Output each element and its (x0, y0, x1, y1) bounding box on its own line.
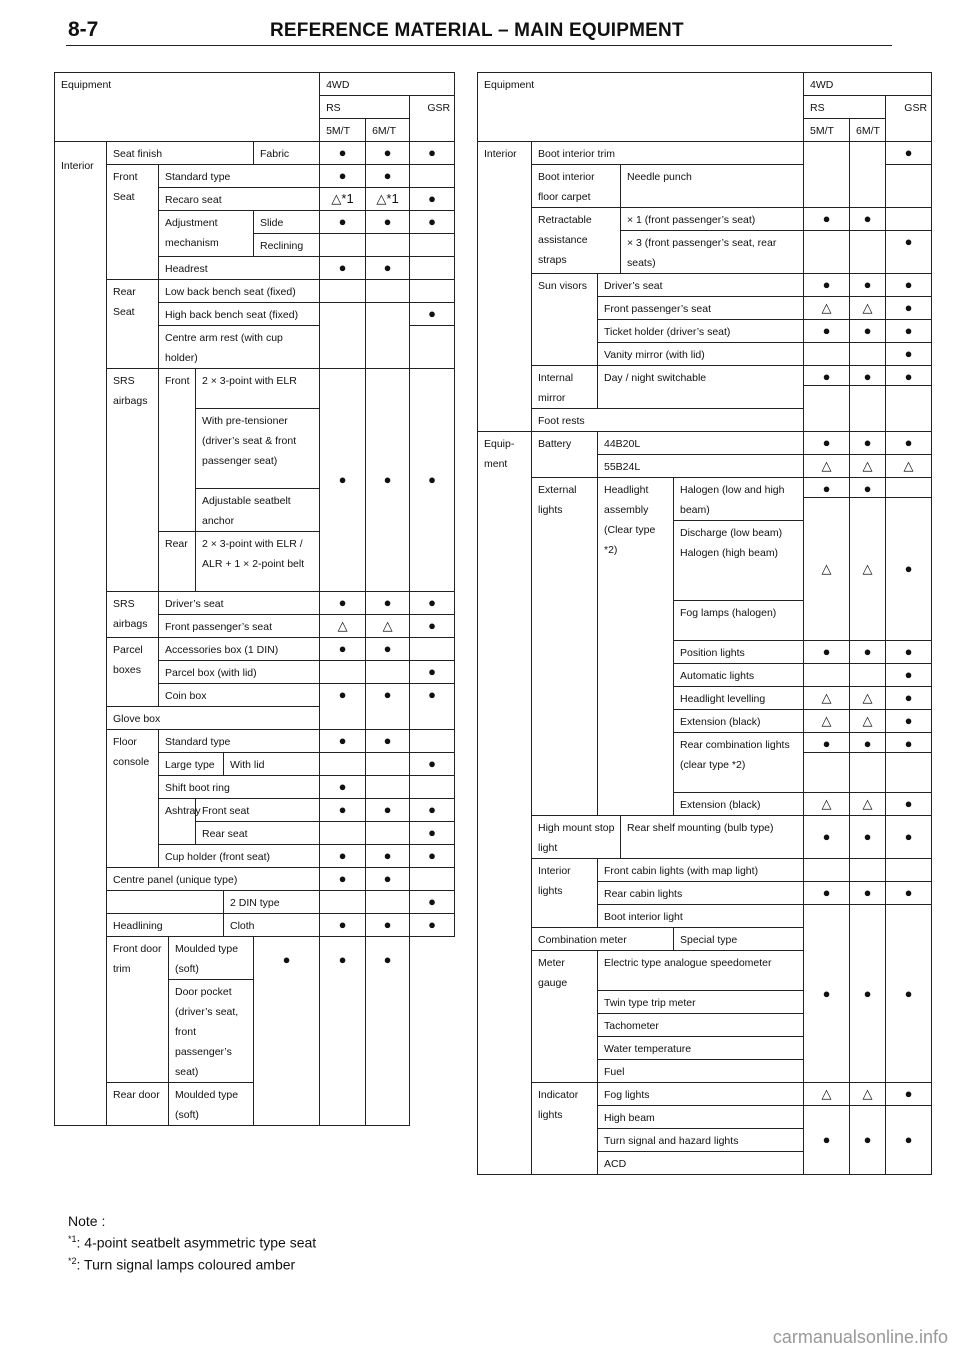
mark: ● (320, 868, 366, 891)
front-seat-group: Front Seat (107, 165, 159, 280)
mark: ● (886, 1106, 932, 1175)
mark: ● (320, 142, 366, 165)
note-1 (68, 1230, 316, 1252)
row-reclining: Reclining (254, 234, 320, 257)
rs-header-r: RS (804, 96, 886, 119)
note-2 (68, 1252, 316, 1274)
equipment-header-r: Equipment (478, 73, 804, 142)
mark-opt: △ (320, 615, 366, 638)
mark: ● (804, 320, 850, 343)
row-front-cabin: Front cabin lights (with map light) (598, 859, 804, 882)
mark: ● (886, 231, 932, 274)
row-standard-type: Standard type (159, 165, 320, 188)
5mt-header: 5M/T (320, 119, 366, 142)
mark-opt: △ (886, 455, 932, 478)
mark: ● (850, 432, 886, 455)
row-door-pocket: Door pocket (driver’s seat, front passenger’s seat) (169, 980, 254, 1083)
ext-lights-group: External lights (532, 478, 598, 816)
title-rule (66, 45, 892, 46)
row-moulded-soft-rear: Moulded type (soft) (169, 1083, 254, 1126)
row-acd: ACD (598, 1152, 804, 1175)
rear-seat-group: Rear Seat (107, 280, 159, 369)
mark: ● (366, 937, 410, 1126)
mark: ● (886, 905, 932, 1083)
row-acc-box: Accessories box (1 DIN) (159, 638, 320, 661)
row-sv-driver: Driver’s seat (598, 274, 804, 297)
row-day-night: Day / night switchable (598, 366, 804, 409)
mark: ● (886, 793, 932, 816)
mark: ● (804, 816, 850, 859)
parcel-group: Parcel boxes (107, 638, 159, 707)
mark: ● (886, 687, 932, 710)
row-boot-light: Boot interior light (598, 905, 804, 928)
row-fuel: Fuel (598, 1060, 804, 1083)
mark: ● (320, 799, 366, 822)
row-front-pass-seat: Front passenger’s seat (159, 615, 320, 638)
mark: ● (410, 211, 455, 234)
mark: ● (804, 432, 850, 455)
row-high-beam: High beam (598, 1106, 804, 1129)
row-2din: 2 DIN type (224, 891, 320, 914)
mark-opt: △ (850, 793, 886, 816)
mark: ● (366, 914, 410, 937)
mark: ● (410, 661, 455, 684)
mark: ● (366, 142, 410, 165)
mark-opt: △ (804, 498, 850, 641)
row-combination-meter: Combination meter (532, 928, 674, 951)
row-levelling: Headlight levelling (674, 687, 804, 710)
row-low-back: Low back bench seat (fixed) (159, 280, 320, 303)
mark-opt: △ (850, 687, 886, 710)
srs-airbags-2-group: SRS airbags (107, 592, 159, 638)
row-cup-holder: Cup holder (front seat) (159, 845, 320, 868)
row-fc-standard: Standard type (159, 730, 320, 753)
mark: ● (886, 733, 932, 753)
row-needle: Needle punch (621, 165, 804, 208)
mark: ● (886, 366, 932, 386)
mark-opt: △ (804, 793, 850, 816)
row-slide: Slide (254, 211, 320, 234)
note-2-text: : Turn signal lamps coloured amber (76, 1256, 296, 1273)
row-rear-shelf: Rear shelf mounting (bulb type) (621, 816, 804, 859)
row-fabric: Fabric (254, 142, 320, 165)
mark: ● (366, 592, 410, 615)
mark: ● (410, 914, 455, 937)
row-large-type: Large type (159, 753, 224, 776)
row-water: Water temperature (598, 1037, 804, 1060)
mark-opt1: △*1 (320, 188, 366, 211)
mark: ● (366, 165, 410, 188)
mark: ● (804, 641, 850, 664)
headlight-assembly: Headlight assembly (Clear type *2) (598, 478, 674, 816)
row-high-back: High back bench seat (fixed) (159, 303, 320, 326)
mark: ● (410, 592, 455, 615)
mark-opt: △ (804, 1083, 850, 1106)
mark: ● (366, 799, 410, 822)
mark: ● (320, 937, 366, 1126)
mark-opt: △ (804, 687, 850, 710)
mark: ● (850, 274, 886, 297)
row-headlining: Headlining (107, 914, 224, 937)
mark: ● (320, 730, 366, 753)
mark: ● (366, 257, 410, 280)
mark: ● (886, 320, 932, 343)
mark: ● (850, 816, 886, 859)
gsr-header-r: GSR (886, 96, 932, 142)
mark: ● (320, 211, 366, 234)
row-with-lid: With lid (224, 753, 320, 776)
retractable-group: Retractable assistance straps (532, 208, 621, 274)
mark: ● (320, 914, 366, 937)
mark: ● (320, 165, 366, 188)
mark: ● (366, 369, 410, 592)
battery-group: Battery (532, 432, 598, 478)
row-glove-box: Glove box (107, 707, 320, 730)
row-drivers-seat: Driver’s seat (159, 592, 320, 615)
mark: ● (886, 710, 932, 733)
mark-opt: △ (804, 297, 850, 320)
row-cloth: Cloth (224, 914, 320, 937)
mark: ● (850, 208, 886, 231)
mark: ● (804, 208, 850, 231)
mark-opt: △ (804, 455, 850, 478)
note-2-mark: *2 (68, 1255, 77, 1266)
5mt-header-r: 5M/T (804, 119, 850, 142)
page-number: 8-7 (68, 18, 99, 41)
mark: ● (886, 641, 932, 664)
mark-opt1: △*1 (366, 188, 410, 211)
row-ashtray: Ashtray (159, 799, 196, 845)
mark: ● (886, 297, 932, 320)
row-44b20l: 44B20L (598, 432, 804, 455)
mark-opt: △ (366, 615, 410, 638)
row-fog-halogen: Fog lamps (halogen) (674, 601, 804, 641)
mark: ● (320, 776, 366, 799)
row-discharge: Discharge (low beam) Halogen (high beam) (674, 521, 804, 601)
row-halogen-low-high: Halogen (low and high beam) (674, 478, 804, 521)
row-ashtray-front: Front seat (196, 799, 320, 822)
mark: ● (410, 142, 455, 165)
mark: ● (804, 478, 850, 498)
mark: ● (886, 432, 932, 455)
fwd-header: 4WD (320, 73, 455, 96)
page-title: REFERENCE MATERIAL – MAIN EQUIPMENT (270, 20, 684, 41)
row-seat-finish: Seat finish (107, 142, 254, 165)
mark: ● (320, 369, 366, 592)
note-1-mark: *1 (68, 1234, 77, 1244)
row-coin-box: Coin box (159, 684, 320, 707)
mark: ● (886, 142, 932, 165)
srs-front: Front (159, 369, 196, 532)
floor-console-group: Floor console (107, 730, 159, 868)
row-turn-signal: Turn signal and hazard lights (598, 1129, 804, 1152)
row-pretensioner: With pre-tensioner (driver’s seat & front passenger seat) (196, 409, 320, 489)
watermark: carmanualsonline.info (772, 1327, 948, 1347)
mark: ● (850, 320, 886, 343)
srs-airbags-group: SRS airbags (107, 369, 159, 592)
row-centre-arm: Centre arm rest (with cup holder) (159, 326, 320, 369)
sun-visors-group: Sun visors (532, 274, 598, 366)
mark: ● (410, 822, 455, 845)
row-ticket: Ticket holder (driver’s seat) (598, 320, 804, 343)
mark: ● (366, 730, 410, 753)
mark: ● (804, 905, 850, 1083)
int-lights-group: Interior lights (532, 859, 598, 928)
mark: ● (366, 868, 410, 891)
mark-opt: △ (804, 710, 850, 733)
row-twin-trip: Twin type trip meter (598, 991, 804, 1014)
interior-group-r: Interior (478, 142, 532, 432)
mark: ● (410, 303, 455, 326)
mark: ● (366, 211, 410, 234)
mark: ● (320, 684, 366, 730)
mark: ● (366, 845, 410, 868)
srs-rear: Rear (159, 532, 196, 592)
row-55b24l: 55B24L (598, 455, 804, 478)
6mt-header-r: 6M/T (850, 119, 886, 142)
mark: ● (410, 684, 455, 730)
row-centre-panel: Centre panel (unique type) (107, 868, 320, 891)
mark: ● (366, 684, 410, 730)
row-x3: × 3 (front passenger’s seat, rear seats) (621, 231, 804, 274)
row-3pt-rear: 2 × 3-point with ELR / ALR + 1 × 2-point belt (196, 532, 320, 592)
mark: ● (410, 188, 455, 211)
row-fog-lights: Fog lights (598, 1083, 804, 1106)
row-x1: × 1 (front passenger’s seat) (621, 208, 804, 231)
mark: ● (320, 638, 366, 661)
row-parcel-box: Parcel box (with lid) (159, 661, 320, 684)
rear-door-group: Rear door (107, 1083, 169, 1126)
mark: ● (254, 937, 320, 1126)
mark: ● (410, 845, 455, 868)
row-rear-combo: Rear combination lights (clear type *2) (674, 733, 804, 793)
mark: ● (804, 733, 850, 753)
mark: ● (886, 1083, 932, 1106)
meter-gauge-group: Meter gauge (532, 951, 598, 1083)
mark: ● (804, 274, 850, 297)
row-speedo: Electric type analogue speedometer (598, 951, 804, 991)
right-equipment-table (477, 72, 932, 1175)
mark: ● (410, 615, 455, 638)
gsr-header: GSR (410, 96, 455, 142)
mark: ● (850, 733, 886, 753)
row-automatic: Automatic lights (674, 664, 804, 687)
row-adjustment: Adjustment mechanism (159, 211, 254, 257)
interior-group: Interior (55, 142, 107, 1126)
high-mount-group: High mount stop light (532, 816, 621, 859)
mark: ● (886, 498, 932, 641)
row-headrest: Headrest (159, 257, 320, 280)
row-recaro: Recaro seat (159, 188, 320, 211)
mark: ● (320, 845, 366, 868)
row-position: Position lights (674, 641, 804, 664)
fwd-header-r: 4WD (804, 73, 932, 96)
note-title: Note : (68, 1213, 106, 1229)
mark: ● (410, 753, 455, 776)
rs-header: RS (320, 96, 410, 119)
mark: ● (850, 366, 886, 386)
mark: ● (850, 882, 886, 905)
mark-opt: △ (850, 710, 886, 733)
mark: ● (410, 891, 455, 914)
mark: ● (804, 882, 850, 905)
equipment-header: Equipment (55, 73, 320, 142)
mark-opt: △ (850, 455, 886, 478)
row-vanity: Vanity mirror (with lid) (598, 343, 804, 366)
front-door-group: Front door trim (107, 937, 169, 1083)
mark: ● (886, 882, 932, 905)
row-boot-trim: Boot interior trim (532, 142, 804, 165)
mark: ● (804, 1106, 850, 1175)
row-foot-rests: Foot rests (532, 409, 804, 432)
row-sv-pass: Front passenger’s seat (598, 297, 804, 320)
mark: ● (886, 664, 932, 687)
row-moulded-soft: Moulded type (soft) (169, 937, 254, 980)
mark: ● (366, 638, 410, 661)
row-ashtray-rear: Rear seat (196, 822, 320, 845)
mark: ● (850, 641, 886, 664)
mark: ● (850, 478, 886, 498)
mark: ● (320, 257, 366, 280)
mark: ● (886, 816, 932, 859)
row-rear-cabin: Rear cabin lights (598, 882, 804, 905)
row-tacho: Tachometer (598, 1014, 804, 1037)
mark: ● (850, 1106, 886, 1175)
mark-opt: △ (850, 297, 886, 320)
row-special-type: Special type (674, 928, 804, 951)
equipment-group: Equip-ment (478, 432, 532, 1175)
left-equipment-table (54, 72, 455, 1126)
mark: ● (850, 905, 886, 1083)
6mt-header: 6M/T (366, 119, 410, 142)
note-1-text: : 4-point seatbelt asymmetric type seat (76, 1234, 317, 1251)
mark: ● (804, 366, 850, 386)
row-3pt-elr: 2 × 3-point with ELR (196, 369, 320, 409)
notes-block (68, 1212, 316, 1273)
row-adj-anchor: Adjustable seatbelt anchor (196, 489, 320, 532)
mark-opt: △ (850, 1083, 886, 1106)
mark: ● (410, 799, 455, 822)
mark: ● (320, 592, 366, 615)
row-ext-black-2: Extension (black) (674, 793, 804, 816)
row-shift-boot: Shift boot ring (159, 776, 320, 799)
indicator-group: Indicator lights (532, 1083, 598, 1175)
mark: ● (410, 369, 455, 592)
row-boot-carpet: Boot interior floor carpet (532, 165, 621, 208)
mark: ● (886, 343, 932, 366)
mark: ● (886, 274, 932, 297)
mark-opt: △ (850, 498, 886, 641)
row-ext-black-1: Extension (black) (674, 710, 804, 733)
int-mirror-group: Internal mirror (532, 366, 598, 409)
